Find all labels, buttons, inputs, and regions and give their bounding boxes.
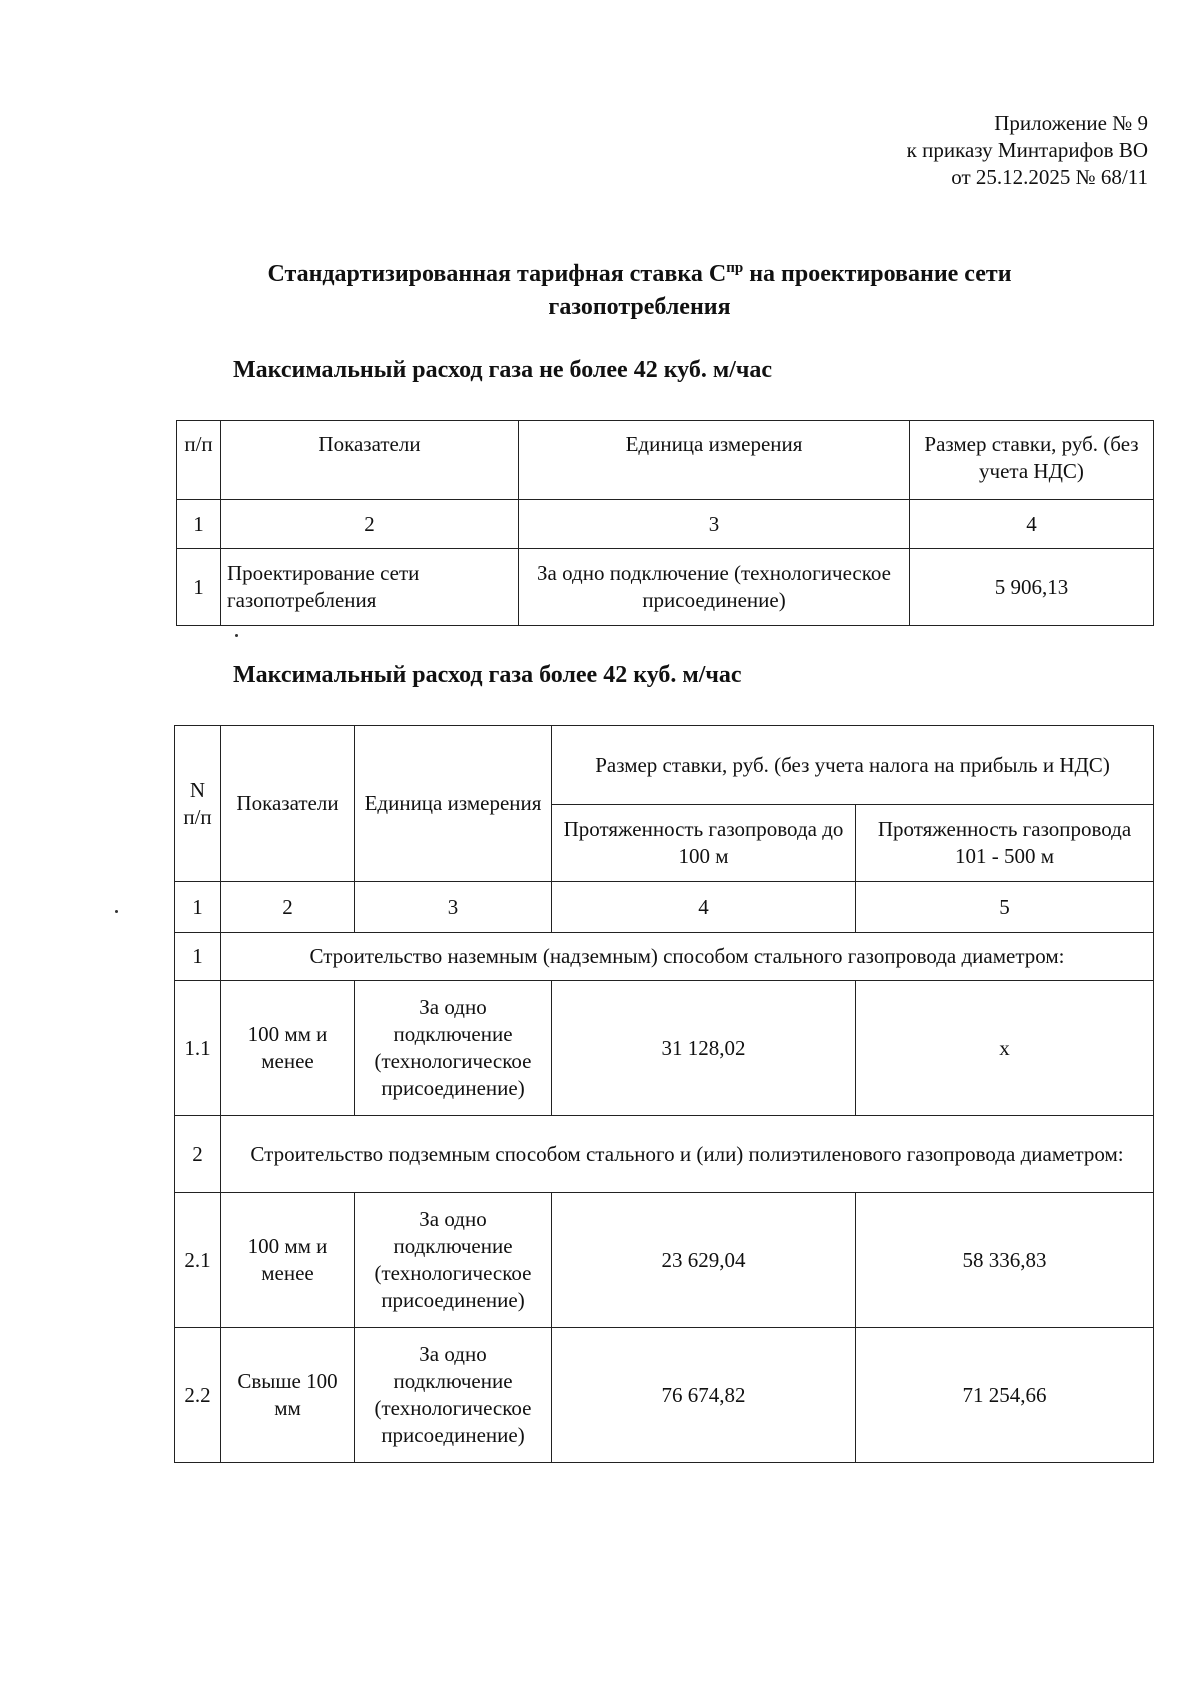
- header-num: п/п: [177, 421, 221, 500]
- group-label: Строительство подземным способом стального и (или) полиэтиленового газопровода диаметром:: [221, 1116, 1154, 1193]
- row-indicator: 100 мм и менее: [221, 1193, 355, 1328]
- row-num: 1: [177, 549, 221, 626]
- table-row: [175, 1193, 1154, 1328]
- row-num: 2.2: [175, 1328, 221, 1463]
- order-date: от 25.12.2025 № 68/11: [951, 165, 1148, 189]
- header-length-500: Протяженность газопровода 101 - 500 м: [856, 805, 1154, 882]
- colnum: 3: [355, 882, 552, 933]
- group-num: 2: [175, 1116, 221, 1193]
- row-indicator: 100 мм и менее: [221, 981, 355, 1116]
- row-rate-100: 31 128,02: [552, 981, 856, 1116]
- group-label: Строительство наземным (надземным) способом стального газопровода диаметром:: [221, 933, 1154, 981]
- appendix-number: Приложение № 9: [994, 111, 1148, 135]
- row-unit: За одно подключение (технологическое присоединение): [355, 1328, 552, 1463]
- colnum: 4: [552, 882, 856, 933]
- header-indicator: Показатели: [221, 421, 519, 500]
- colnum: 1: [177, 500, 221, 549]
- colnum: 2: [221, 882, 355, 933]
- colnum: 2: [221, 500, 519, 549]
- row-rate-100: 23 629,04: [552, 1193, 856, 1328]
- row-unit: За одно подключение (технологическое присоединение): [355, 981, 552, 1116]
- row-rate: 5 906,13: [910, 549, 1154, 626]
- header-rate: Размер ставки, руб. (без учета НДС): [910, 421, 1154, 500]
- document-title: [172, 252, 1107, 324]
- scan-speck: [115, 910, 118, 913]
- colnum: 5: [856, 882, 1154, 933]
- group-row: [175, 933, 1154, 981]
- table-header-row: [177, 421, 1154, 500]
- table-row: [175, 1328, 1154, 1463]
- title-part2: на проектирование сети: [743, 261, 1012, 287]
- row-indicator: Проектирование сети газопотребления: [221, 549, 519, 626]
- colnum: 3: [519, 500, 910, 549]
- table-row: [175, 981, 1154, 1116]
- tariff-table-over-42: [174, 725, 1154, 1463]
- header-indicator: Показатели: [221, 726, 355, 882]
- row-indicator: Свыше 100 мм: [221, 1328, 355, 1463]
- header-num: N п/п: [175, 726, 221, 882]
- row-unit: За одно подключение (технологическое присоединение): [519, 549, 910, 626]
- title-line2: газопотребления: [548, 294, 731, 320]
- group-row: [175, 1116, 1154, 1193]
- column-number-row: [175, 882, 1154, 933]
- row-rate-500: 58 336,83: [856, 1193, 1154, 1328]
- row-rate-500: 71 254,66: [856, 1328, 1154, 1463]
- colnum: 4: [910, 500, 1154, 549]
- order-reference: к приказу Минтарифов ВО: [906, 138, 1148, 162]
- section2-heading: Максимальный расход газа более 42 куб. м/час: [233, 662, 742, 688]
- header-length-100: Протяженность газопровода до 100 м: [552, 805, 856, 882]
- header-unit: Единица измерения: [519, 421, 910, 500]
- section1-heading: Максимальный расход газа не более 42 куб. м/час: [233, 357, 773, 383]
- row-num: 1.1: [175, 981, 221, 1116]
- header-unit: Единица измерения: [355, 726, 552, 882]
- appendix-reference: [907, 110, 1148, 191]
- header-rate: Размер ставки, руб. (без учета налога на прибыль и НДС): [552, 726, 1154, 805]
- colnum: 1: [175, 882, 221, 933]
- row-rate-500: х: [856, 981, 1154, 1116]
- scan-speck: [235, 634, 238, 637]
- row-num: 2.1: [175, 1193, 221, 1328]
- title-superscript: пр: [726, 260, 744, 276]
- row-rate-100: 76 674,82: [552, 1328, 856, 1463]
- group-num: 1: [175, 933, 221, 981]
- row-unit: За одно подключение (технологическое присоединение): [355, 1193, 552, 1328]
- table-header-row: [175, 726, 1154, 805]
- title-part1: Стандартизированная тарифная ставка С: [267, 261, 727, 287]
- column-number-row: [177, 500, 1154, 549]
- table-row: [177, 549, 1154, 626]
- tariff-table-up-to-42: [176, 420, 1154, 626]
